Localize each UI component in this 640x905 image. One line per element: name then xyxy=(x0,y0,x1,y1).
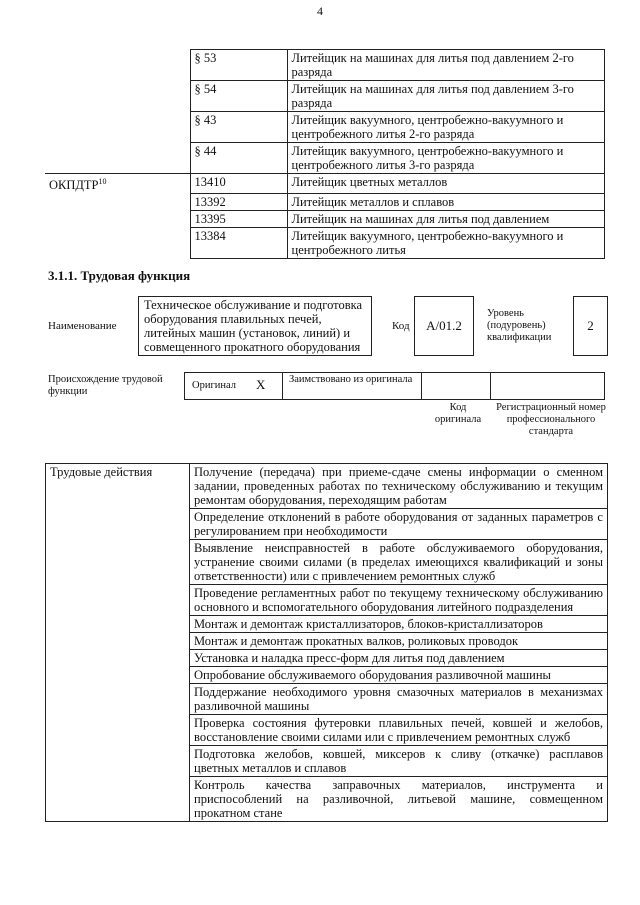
labor-action-item: Определение отклонений в работе оборудования от заданных параметров с регулированием при необходимости xyxy=(190,509,608,540)
classifier-name-cell xyxy=(45,50,190,81)
classifier-name: ОКПДТР xyxy=(49,178,99,193)
labor-action-item: Получение (передача) при приеме-сдаче смены информации о сменном задании, проведенных работах по техническому обслуживанию и текущим ремонтам оборудования, переходящим работам xyxy=(190,464,608,509)
origin-divider-2 xyxy=(421,372,422,400)
labor-actions-table xyxy=(45,463,608,822)
classifier-name-cell xyxy=(45,210,190,227)
footnote-ref: 10 xyxy=(98,177,107,186)
classifier-title: Литейщик на машинах для литья под давлением 2-го разряда xyxy=(287,50,605,81)
code-label: Код xyxy=(392,320,410,332)
page-number: 4 xyxy=(317,4,323,18)
classifier-code: 13410 xyxy=(190,174,287,194)
labor-action-item: Подготовка желобов, ковшей, миксеров к сливу (откачке) расплавов цветных металлов и сплавов xyxy=(190,746,608,777)
classifier-row xyxy=(45,210,605,227)
classifier-title: Литейщик вакуумного, центробежно-вакуумного и центробежного литья xyxy=(287,227,605,258)
classifier-name-cell xyxy=(45,193,190,210)
classifier-code: 13395 xyxy=(190,210,287,227)
borrowed-label: Заимствовано из оригинала xyxy=(289,374,413,385)
classifier-row xyxy=(45,174,605,194)
name-label: Наименование xyxy=(48,320,117,332)
classifier-code: § 54 xyxy=(190,81,287,112)
classifier-name-cell xyxy=(45,143,190,174)
labor-action-item: Контроль качества заправочных материалов, инструмента и приспособлений на разливочной, литьевой машине, совмещенном прокатном стане xyxy=(190,777,608,822)
level-value: 2 xyxy=(587,318,594,333)
function-name: Техническое обслуживание и подготовка оборудования плавильных печей, литейных машин (установок, линий) и совмещенного прокатного оборудования xyxy=(144,298,363,354)
classifier-title: Литейщик вакуумного, центробежно-вакуумного и центробежного литья 3-го разряда xyxy=(287,143,605,174)
level-box xyxy=(573,296,608,356)
classifier-row xyxy=(45,193,605,210)
classifier-title: Литейщик вакуумного, центробежно-вакуумного и центробежного литья 2-го разряда xyxy=(287,112,605,143)
function-code: А/01.2 xyxy=(426,318,462,333)
labor-action-item: Монтаж и демонтаж прокатных валков, роликовых проводок xyxy=(190,633,608,650)
classifier-name-cell xyxy=(45,227,190,258)
code-original-label: Код оригинала xyxy=(434,402,482,425)
classifier-title: Литейщик на машинах для литья под давлением 3-го разряда xyxy=(287,81,605,112)
level-label: Уровень (подуровень) квалификации xyxy=(487,308,552,343)
classifier-row xyxy=(45,81,605,112)
classifier-row xyxy=(45,50,605,81)
classifier-code: § 44 xyxy=(190,143,287,174)
original-mark: X xyxy=(256,377,266,392)
classifier-code: 13384 xyxy=(190,227,287,258)
labor-actions-label: Трудовые действия xyxy=(46,464,190,822)
labor-action-item: Опробование обслуживаемого оборудования разливочной машины xyxy=(190,667,608,684)
classifier-code: § 53 xyxy=(190,50,287,81)
labor-action-item: Выявление неисправностей в работе обслуживаемого оборудования, устранение своими силами (в пределах имеющихся квалификаций и зоны ответственности) или с привлечением ремонтных служб xyxy=(190,540,608,585)
classifier-name-cell xyxy=(45,174,190,194)
classifier-name-cell xyxy=(45,112,190,143)
section-title: 3.1.1. Трудовая функция xyxy=(48,268,191,283)
original-label: Оригинал xyxy=(192,380,236,391)
function-name-box xyxy=(138,296,372,356)
labor-action-item: Проведение регламентных работ по текущему техническому обслуживанию основного и вспомогательного оборудования литейного подразделения xyxy=(190,585,608,616)
classifier-code: § 43 xyxy=(190,112,287,143)
labor-action-item: Проверка состояния футеровки плавильных печей, ковшей и желобов, восстановление своими силами или с привлечением ремонтных служб xyxy=(190,715,608,746)
origin-label: Происхождение трудовой функции xyxy=(48,374,163,397)
classifier-title: Литейщик металлов и сплавов xyxy=(287,193,605,210)
reg-number-label: Регистрационный номер профессионального стандарта xyxy=(496,402,606,437)
classifier-name-cell xyxy=(45,81,190,112)
labor-action-item: Поддержание необходимого уровня смазочных материалов в механизмах разливочной машины xyxy=(190,684,608,715)
classifier-title: Литейщик цветных металлов xyxy=(287,174,605,194)
classifier-row xyxy=(45,112,605,143)
classifier-code: 13392 xyxy=(190,193,287,210)
origin-divider-3 xyxy=(490,372,491,400)
classifier-row xyxy=(45,227,605,258)
labor-action-item: Монтаж и демонтаж кристаллизаторов, блоков-кристаллизаторов xyxy=(190,616,608,633)
labor-action-item: Установка и наладка пресс-форм для литья под давлением xyxy=(190,650,608,667)
origin-divider-1 xyxy=(282,372,283,400)
classifier-table xyxy=(45,49,605,259)
labor-action-row xyxy=(46,464,608,509)
classifier-row xyxy=(45,143,605,174)
code-box xyxy=(414,296,474,356)
classifier-title: Литейщик на машинах для литья под давлением xyxy=(287,210,605,227)
